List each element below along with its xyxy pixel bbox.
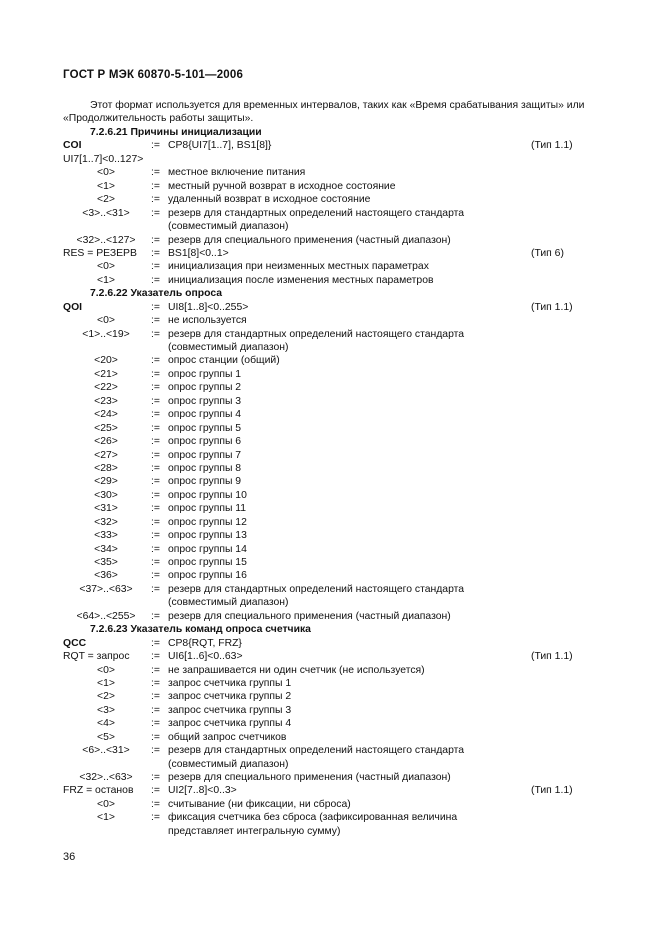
definition-line: [63, 664, 603, 677]
definition-value: опрос группы 11: [168, 503, 247, 515]
definition-key: <1>: [97, 677, 115, 689]
definition-type: (Тип 6): [531, 247, 564, 259]
definition-key: <3>: [97, 704, 115, 716]
definition-value: опрос группы 10: [168, 489, 247, 501]
definitions-list: [63, 126, 603, 838]
definition-operator: :=: [151, 328, 160, 340]
section-heading: [63, 287, 603, 300]
definition-line: [63, 677, 603, 690]
definition-value: местный ручной возврат в исходное состояние: [168, 180, 396, 192]
definition-key: <35>: [94, 557, 118, 568]
definition-operator: :=: [151, 745, 160, 757]
definition-value: CP8{RQT, FRZ}: [168, 637, 242, 649]
definition-value: запрос счетчика группы 3: [168, 704, 292, 716]
definition-operator: :=: [151, 436, 160, 448]
section-heading-text: 7.2.6.22 Указатель опроса: [90, 288, 223, 300]
definition-operator: :=: [151, 489, 160, 501]
definition-type: (Тип 1.1): [531, 785, 573, 797]
definition-value: (совместимый диапазон): [168, 597, 289, 609]
definition-value: резерв для стандартных определений настоящего стандарта: [168, 207, 465, 219]
definition-value: опрос группы 13: [168, 530, 247, 542]
definition-value: (совместимый диапазон): [168, 342, 289, 353]
definition-value: резерв для стандартных определений настоящего стандарта: [168, 745, 465, 757]
definition-key: <26>: [94, 436, 118, 448]
definition-line: [63, 301, 603, 314]
definition-key: <25>: [94, 422, 118, 434]
definition-key: COI: [63, 140, 82, 152]
definition-value: (совместимый диапазон): [168, 221, 289, 233]
definition-line: [63, 139, 603, 152]
definition-value: CP8{UI7[1..7], BS1[8]}: [168, 140, 272, 152]
definition-line: [63, 690, 603, 703]
definition-key: <6>..<31>: [82, 745, 130, 757]
definition-key: <0>: [97, 261, 115, 273]
definition-value: опрос группы 3: [168, 395, 242, 407]
definition-line: [63, 771, 603, 784]
section-heading-text: 7.2.6.23 Указатель команд опроса счетчика: [90, 624, 311, 636]
definition-operator: :=: [151, 651, 160, 663]
definition-line: [63, 556, 603, 569]
definition-line: [63, 368, 603, 381]
definition-line: [63, 475, 603, 488]
definition-key: <0>: [97, 664, 115, 676]
definition-key: QOI: [63, 301, 83, 313]
definition-value: опрос станции (общий): [168, 355, 280, 367]
definition-line: [63, 650, 603, 663]
definition-value: (совместимый диапазон): [168, 758, 289, 770]
definition-line: [63, 328, 603, 341]
section-heading: [63, 126, 603, 139]
definition-line: [63, 543, 603, 556]
definition-operator: :=: [151, 462, 160, 474]
definition-value: опрос группы 2: [168, 382, 242, 394]
definition-operator: :=: [151, 583, 160, 595]
definition-key: <33>: [94, 530, 118, 542]
definition-value: опрос группы 15: [168, 557, 247, 568]
definition-operator: :=: [151, 167, 160, 179]
intro-paragraph: [63, 99, 603, 126]
definition-line: [63, 166, 603, 179]
definition-value: запрос счетчика группы 1: [168, 677, 292, 689]
definition-operator: :=: [151, 557, 160, 568]
definition-operator: :=: [151, 409, 160, 421]
definition-operator: :=: [151, 570, 160, 582]
definition-line: [63, 502, 603, 515]
definition-key: RES = РЕЗЕРВ: [63, 247, 137, 259]
definition-operator: :=: [151, 664, 160, 676]
definition-line: [63, 260, 603, 273]
definition-key: <28>: [94, 462, 118, 474]
definition-operator: :=: [151, 704, 160, 716]
definition-operator: :=: [151, 315, 160, 327]
definition-line: [63, 758, 603, 771]
definition-value: опрос группы 8: [168, 462, 242, 474]
definition-value: представляет интегральную сумму): [168, 825, 341, 837]
definition-value: считывание (ни фиксации, ни сброса): [168, 798, 351, 810]
definition-operator: :=: [151, 610, 160, 622]
definition-line: [63, 798, 603, 811]
definition-operator: :=: [151, 785, 160, 797]
definition-line: [63, 274, 603, 287]
definition-operator: :=: [151, 718, 160, 730]
definition-value: инициализация после изменения местных параметров: [168, 274, 434, 286]
definition-operator: :=: [151, 772, 160, 783]
definition-operator: :=: [151, 274, 160, 286]
definition-operator: :=: [151, 677, 160, 689]
definition-key: <1>: [97, 180, 115, 192]
definition-key: <0>: [97, 315, 115, 327]
definition-key: <22>: [94, 382, 118, 394]
definition-value: опрос группы 7: [168, 449, 242, 461]
definition-key: <34>: [94, 543, 118, 555]
definition-key: <31>: [94, 503, 118, 515]
definition-line: [63, 610, 603, 623]
definition-key: <27>: [94, 449, 118, 461]
definition-operator: :=: [151, 449, 160, 461]
definition-value: резерв для стандартных определений настоящего стандарта: [168, 328, 465, 340]
definition-value: опрос группы 5: [168, 422, 242, 434]
definition-line: [63, 462, 603, 475]
definition-key: <37>..<63>: [79, 583, 133, 595]
definition-line: [63, 731, 603, 744]
definition-operator: :=: [151, 368, 160, 380]
definition-line: [63, 717, 603, 730]
definition-key: FRZ = останов: [63, 785, 134, 797]
definition-operator: :=: [151, 207, 160, 219]
definition-key: RQT = запрос: [63, 651, 130, 663]
section-heading: [63, 623, 603, 636]
definition-value: фиксация счетчика без сброса (зафиксированная величина: [168, 812, 458, 824]
definition-value: опрос группы 1: [168, 368, 242, 380]
definition-line: [63, 637, 603, 650]
definition-line: [63, 596, 603, 609]
definition-type: (Тип 1.1): [531, 301, 573, 313]
definition-key: <32>: [94, 516, 118, 528]
definition-line: [63, 744, 603, 757]
definition-operator: :=: [151, 234, 160, 246]
definition-line: [63, 314, 603, 327]
definition-line: [63, 704, 603, 717]
definition-line: [63, 529, 603, 542]
definition-key: <2>: [97, 691, 115, 703]
definition-line: [63, 341, 603, 354]
definition-operator: :=: [151, 355, 160, 367]
definition-operator: :=: [151, 503, 160, 515]
definition-operator: :=: [151, 140, 160, 152]
definition-key: <32>..<63>: [79, 772, 133, 783]
definition-line: [63, 408, 603, 421]
definition-value: UI6[1..6]<0..63>: [168, 651, 243, 663]
definition-value: UI2[7..8]<0..3>: [168, 785, 237, 797]
definition-value: резерв для специального применения (частный диапазон): [168, 610, 451, 622]
definition-value: опрос группы 6: [168, 436, 242, 448]
definition-value: опрос группы 16: [168, 570, 247, 582]
definition-operator: :=: [151, 637, 160, 649]
definition-line: [63, 354, 603, 367]
definition-value: резерв для специального применения (частный диапазон): [168, 234, 451, 246]
definition-value: инициализация при неизменных местных параметрах: [168, 261, 429, 273]
definition-type: (Тип 1.1): [531, 140, 573, 152]
definition-key: <30>: [94, 489, 118, 501]
definition-value: резерв для специального применения (частный диапазон): [168, 772, 451, 783]
definition-key: <23>: [94, 395, 118, 407]
definition-value: местное включение питания: [168, 167, 306, 179]
definition-operator: :=: [151, 194, 160, 206]
definition-operator: :=: [151, 422, 160, 434]
definition-value: общий запрос счетчиков: [168, 731, 287, 743]
definition-type: (Тип 1.1): [531, 651, 573, 663]
definition-line: [63, 516, 603, 529]
definition-key: UI7[1..7]<0..127>: [63, 153, 144, 165]
intro-line-1: Этот формат используется для временных интервалов, таких как «Время срабатывания защиты» или: [90, 100, 585, 111]
definition-key: <24>: [94, 409, 118, 421]
definition-key: <36>: [94, 570, 118, 582]
intro-line-2: «Продолжительность работы защиты».: [63, 113, 254, 125]
definition-line: [63, 381, 603, 394]
definition-value: резерв для стандартных определений настоящего стандарта: [168, 583, 465, 595]
section-heading-text: 7.2.6.21 Причины инициализации: [90, 127, 262, 138]
definition-line: [63, 435, 603, 448]
definition-value: BS1[8]<0..1>: [168, 247, 229, 259]
definition-value: удаленный возврат в исходное состояние: [168, 194, 371, 206]
definition-key: <3>..<31>: [82, 207, 130, 219]
definition-value: опрос группы 4: [168, 409, 242, 421]
definition-line: [63, 193, 603, 206]
definition-operator: :=: [151, 395, 160, 407]
definition-key: <64>..<255>: [76, 610, 136, 622]
definition-line: [63, 422, 603, 435]
definition-line: [63, 489, 603, 502]
definition-line: [63, 207, 603, 220]
definition-value: запрос счетчика группы 4: [168, 718, 292, 730]
definition-operator: :=: [151, 691, 160, 703]
definition-key: <4>: [97, 718, 115, 730]
definition-operator: :=: [151, 261, 160, 273]
definition-line: [63, 395, 603, 408]
definition-line: [63, 153, 603, 166]
page-number: 36: [63, 851, 76, 863]
definition-line: [63, 583, 603, 596]
definition-key: <1>..<19>: [82, 328, 130, 340]
definition-operator: :=: [151, 543, 160, 555]
definition-key: <2>: [97, 194, 115, 206]
definition-key: <1>: [97, 812, 115, 824]
definition-line: [63, 811, 603, 824]
definition-key: <32>..<127>: [76, 234, 136, 246]
definition-operator: :=: [151, 301, 160, 313]
definition-key: QCC: [63, 637, 87, 649]
definition-line: [63, 569, 603, 582]
definition-value: опрос группы 14: [168, 543, 247, 555]
definition-line: [63, 449, 603, 462]
definition-key: <0>: [97, 167, 115, 179]
definition-key: <21>: [94, 368, 118, 380]
definition-operator: :=: [151, 476, 160, 488]
definition-value: опрос группы 9: [168, 476, 242, 488]
definition-operator: :=: [151, 382, 160, 394]
definition-key: <29>: [94, 476, 118, 488]
definition-value: не используется: [168, 315, 247, 327]
definition-operator: :=: [151, 812, 160, 824]
definition-operator: :=: [151, 247, 160, 259]
definition-value: запрос счетчика группы 2: [168, 691, 292, 703]
definition-operator: :=: [151, 516, 160, 528]
definition-value: UI8[1..8]<0..255>: [168, 301, 249, 313]
definition-operator: :=: [151, 731, 160, 743]
definition-key: <0>: [97, 798, 115, 810]
definition-line: [63, 220, 603, 233]
definition-operator: :=: [151, 530, 160, 542]
definition-line: [63, 825, 603, 838]
definition-key: <20>: [94, 355, 118, 367]
definition-value: не запрашивается ни один счетчик (не используется): [168, 664, 425, 676]
definition-line: [63, 247, 603, 260]
definition-line: [63, 234, 603, 247]
definition-operator: :=: [151, 180, 160, 192]
definition-operator: :=: [151, 798, 160, 810]
definition-line: [63, 784, 603, 797]
definition-key: <5>: [97, 731, 115, 743]
definition-line: [63, 180, 603, 193]
definition-key: <1>: [97, 274, 115, 286]
document-header: ГОСТ Р МЭК 60870-5-101—2006: [63, 69, 244, 81]
definition-value: опрос группы 12: [168, 516, 247, 528]
